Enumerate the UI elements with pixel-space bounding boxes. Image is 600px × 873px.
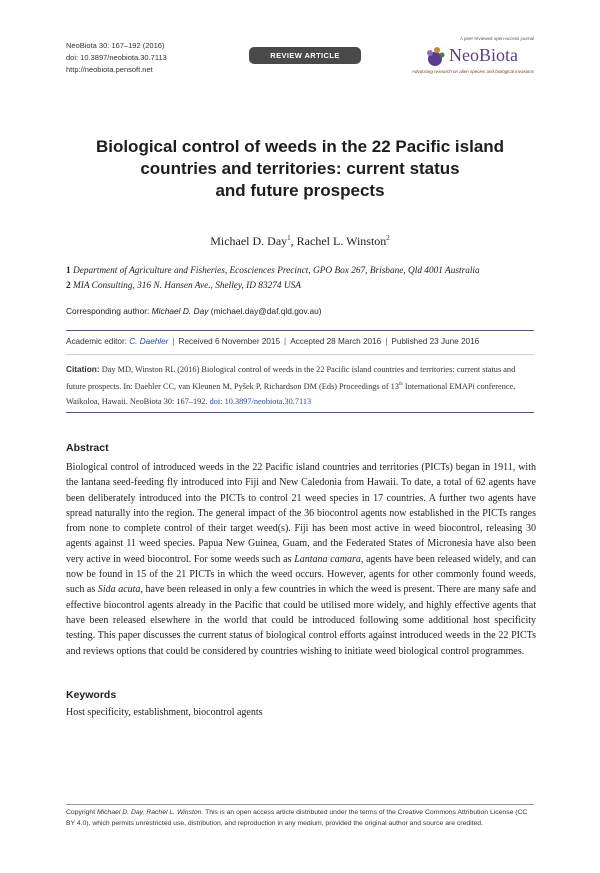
abstract-part: , agents have been released widely, and can now be found in 15 of the 21 PICTs in which the weed occurs. However, agents for other commonly found weeds, such as xyxy=(66,553,536,596)
meta-separator: | xyxy=(284,337,287,346)
article-title xyxy=(66,136,534,202)
citation-doi-link[interactable]: doi: 10.3897/neobiota.30.7113 xyxy=(209,396,312,406)
citation-sup: th xyxy=(398,382,403,387)
citation-block xyxy=(66,362,536,409)
abstract-body xyxy=(66,460,536,659)
citation-text-2: International EMAPi conference, Waikoloa, Hawaii. NeoBiota 30: 167–192. xyxy=(66,381,516,406)
affiliation-text: MIA Consulting, 316 N. Hansen Ave., Shelley, ID 83274 USA xyxy=(72,280,301,291)
logo-name: NeoBiota xyxy=(449,45,518,65)
journal-info xyxy=(66,40,167,76)
affiliation-number: 1 xyxy=(66,266,71,276)
published-date: Published 23 June 2016 xyxy=(391,337,480,346)
author-2-affil: 2 xyxy=(386,234,390,242)
abstract-part: , have been released in only a few countries in which the weed is present. There are many safe and effective biocontrol agents already in the Pacific that could be utilised more widely, and highly effective agents that have been released elsewhere in the world that could be introduced following some additional host specificity testing. This paper discusses the current status of biological control efforts against introduced weeds in the 22 PICTs and reviews options that could be considered by countries wishing to initiate weed biological control programmes. xyxy=(66,584,536,657)
author-1: Michael D. Day xyxy=(210,234,288,248)
copyright-authors: Michael D. Day, Rachel L. Winston. xyxy=(96,809,204,816)
article-history xyxy=(66,337,536,346)
copyright-footer xyxy=(66,808,536,829)
corresponding-author xyxy=(66,306,322,316)
affiliation-2 xyxy=(66,279,536,294)
logo-tagline-bottom: Advancing research on alien species and biological invasions xyxy=(411,69,534,74)
divider xyxy=(66,330,534,331)
divider xyxy=(66,412,534,413)
author-1-affil: 1 xyxy=(287,234,291,242)
affiliation-text: Department of Agriculture and Fisheries, Ecosciences Precinct, GPO Box 267, Brisbane, Qld 4001 Australia xyxy=(72,266,480,276)
abstract-heading: Abstract xyxy=(66,442,109,454)
logo-mark-icon xyxy=(424,45,446,67)
divider xyxy=(66,354,534,355)
citation-label: Citation: xyxy=(66,364,100,374)
corresponding-name: Michael D. Day xyxy=(151,306,209,316)
affiliations xyxy=(66,264,536,293)
editor-label: Academic editor: xyxy=(66,337,127,346)
article-type-badge: REVIEW ARTICLE xyxy=(249,47,361,64)
copyright-label: Copyright xyxy=(66,809,96,816)
doi-text: doi: 10.3897/neobiota.30.7113 xyxy=(66,53,167,62)
journal-volume: NeoBiota 30: 167–192 (2016) xyxy=(66,41,165,50)
title-line-3: and future prospects xyxy=(215,181,385,200)
neobiota-logo xyxy=(402,36,542,78)
author-2: Rachel L. Winston xyxy=(296,234,387,248)
keywords-text: Host specificity, establishment, biocontrol agents xyxy=(66,707,263,718)
copyright-text: This is an open access article distributed under the terms of the Creative Commons Attribution License (CC BY 4.0), which permits unrestricted use, distribution, and reproduction in any medium, provided the original author and source are credited. xyxy=(66,809,528,827)
citation-text: Day MD, Winston RL (2016) Biological control of weeds in the 22 Pacific island countries and territories: current status and future prospects. In: Daehler CC, van Kleunen M, Pyšek P, Richardson DM (Eds) Proceedings of 13 xyxy=(66,365,516,391)
journal-url-link[interactable]: http://neobiota.pensoft.net xyxy=(66,65,153,74)
received-date: Received 6 November 2015 xyxy=(178,337,281,346)
affiliation-1 xyxy=(66,264,536,279)
footer-divider xyxy=(66,804,534,805)
author-separator: , xyxy=(290,234,297,248)
keywords-heading: Keywords xyxy=(66,689,117,701)
species-name: Sida acuta xyxy=(97,584,141,596)
affiliation-number: 2 xyxy=(66,280,71,291)
author-list xyxy=(66,234,534,249)
abstract-part: Biological control of introduced weeds in the 22 Pacific island countries and territories (PICTs) began in 1911, with the lantana seed-feeding fly introduced into Fiji and New Caledonia from Hawaii. To date, a total of 62 agents have been deliberately introduced into the PICTs to control 21 weed species in 17 countries. A further two agents have spread naturally into the region. The general impact of the 36 biocontrol agents now established in the PICTs ranges from none to complete control of their target weed(s). Fiji has been most active in weed biocontrol, releasing 30 agents against 11 weed species. Papua New Guinea, Guam, and the Federated States of Micronesia have also been very active in weed biocontrol. For some weeds such as xyxy=(66,462,536,565)
editor-name: C. Daehler xyxy=(129,337,169,346)
meta-separator: | xyxy=(172,337,175,346)
species-name: Lantana camara xyxy=(294,553,361,565)
meta-separator: | xyxy=(385,337,388,346)
accepted-date: Accepted 28 March 2016 xyxy=(290,337,382,346)
logo-tagline-top: A peer-reviewed open-access journal xyxy=(459,36,534,41)
title-line-2: countries and territories: current status xyxy=(140,159,460,178)
corresponding-label: Corresponding author: xyxy=(66,306,150,316)
corresponding-email[interactable]: (michael.day@daf.qld.gov.au) xyxy=(210,306,322,316)
title-line-1: Biological control of weeds in the 22 Pacific island xyxy=(95,137,505,156)
